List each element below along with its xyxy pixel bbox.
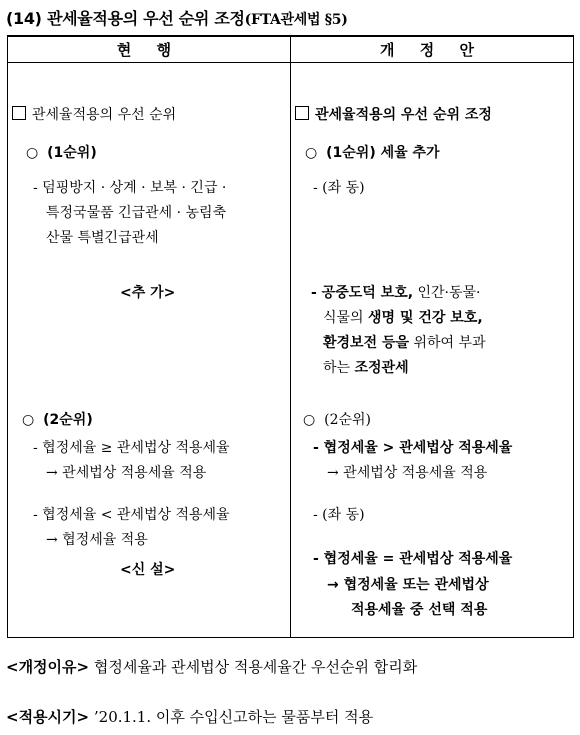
current-p2-item1-line2: → 관세법상 적용세율 적용 [46,465,207,481]
proposed-p2-item3-sub2: 적용세율 중 선택 적용 [351,602,488,618]
column-header-proposed: 개 정 안 [291,36,574,63]
current-new-label: <신 설> [120,562,176,578]
proposed-p2-item1: - 협정세율 > 관세법상 적용세율 [313,440,513,456]
current-add-label: <추 가> [120,285,176,301]
checkbox-square-icon [295,106,309,120]
proposed-priority-1: ○ (1순위) 세율 추가 [305,145,440,161]
current-p1-line2: 특정국물품 긴급관세 · 농림축 [46,205,227,221]
current-p1-line3: 산물 특별긴급관세 [46,230,159,246]
amendment-reason: <개정이유> 협정세율과 관세법상 적용세율간 우선순위 합리화 [6,658,418,676]
current-priority-1: ○ (1순위) [26,145,97,161]
column-header-current: 현 행 [8,36,291,63]
proposed-add-line1: - 공중도덕 보호, 인간·동물· [311,285,481,301]
proposed-heading: 관세율적용의 우선 순위 조정 [295,103,492,127]
page-title: (14) 관세율적용의 우선 순위 조정(FTA관세법 §5) [6,9,348,28]
proposed-p2-item3: - 협정세율 = 관세법상 적용세율 [313,551,513,567]
current-p2-item2-line1: - 협정세율 < 관세법상 적용세율 [33,507,230,523]
current-priority-2: ○ (2순위) [22,412,93,428]
proposed-same-2: - (좌 동) [313,507,365,523]
current-p2-item2-line2: → 협정세율 적용 [46,532,148,548]
proposed-add-line3: 환경보전 등을 위하여 부과 [323,335,486,351]
proposed-add-line2: 식물의 생명 및 건강 보호, [323,310,483,326]
effective-date: <적용시기> ’20.1.1. 이후 수입신고하는 물품부터 적용 [6,708,374,726]
current-p2-item1-line1: - 협정세율 ≥ 관세법상 적용세율 [33,440,230,456]
proposed-same-1: - (좌 동) [313,180,365,196]
checkbox-square-icon [12,106,26,120]
current-column [8,63,291,638]
current-p1-line1: - 덤핑방지 · 상계 · 보복 · 긴급 · [33,180,227,196]
proposed-p2-item3-sub1: → 협정세율 또는 관세법상 [327,577,489,593]
proposed-priority-2: ○ (2순위) [303,412,372,428]
proposed-p2-item1-sub: → 관세법상 적용세율 적용 [327,465,488,481]
proposed-add-line4: 하는 조정관세 [323,360,409,376]
current-heading: 관세율적용의 우선 순위 [12,103,176,127]
proposed-column [291,63,574,638]
comparison-table [7,35,574,638]
